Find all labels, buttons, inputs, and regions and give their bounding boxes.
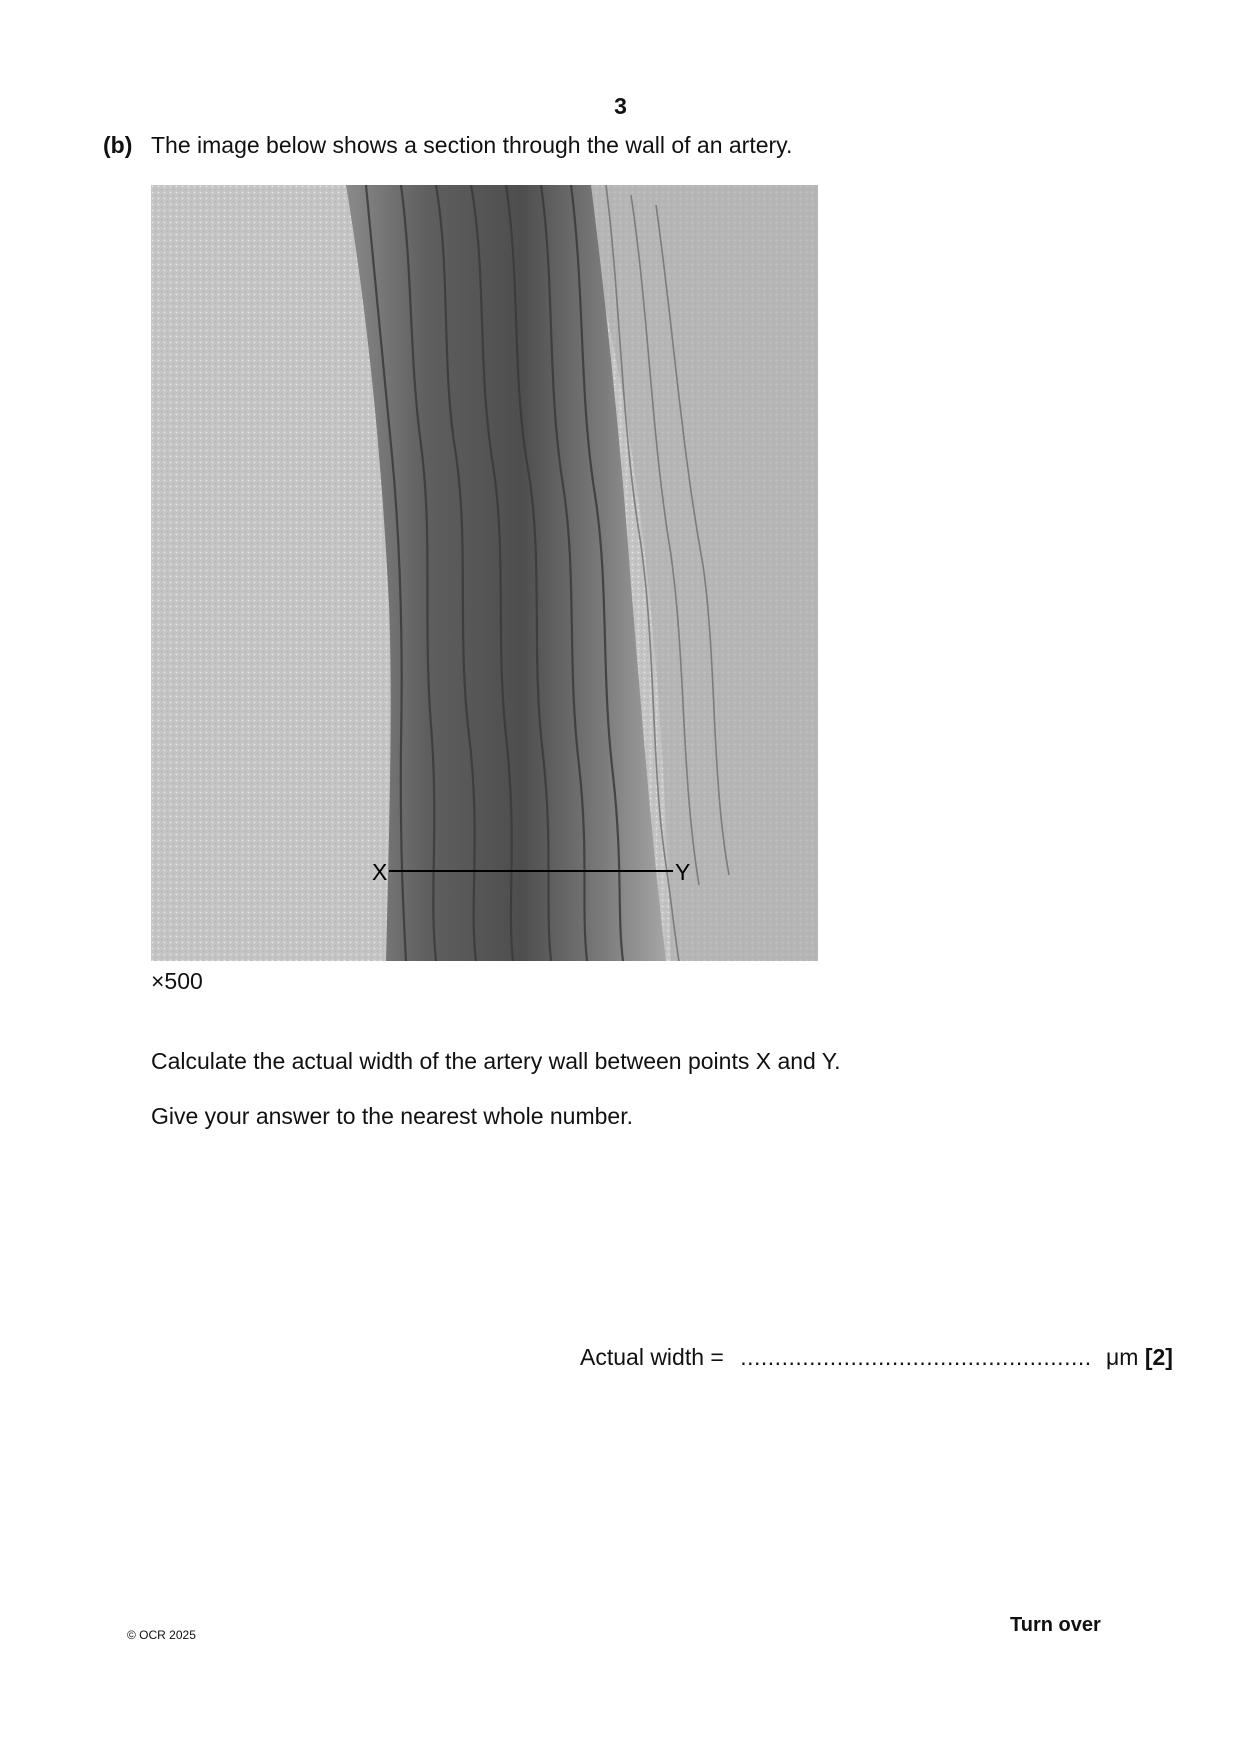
answer-unit: μm — [1106, 1344, 1139, 1370]
instruction-text: Give your answer to the nearest whole number. — [151, 1103, 633, 1129]
page-number: 3 — [614, 93, 627, 119]
marks-indicator: [2] — [1144, 1344, 1173, 1370]
marker-x: X — [372, 859, 388, 885]
question-intro-text: The image below shows a section through the wall of an artery. — [151, 132, 793, 158]
answer-field[interactable]: ................................................... — [740, 1344, 1092, 1370]
answer-label: Actual width = — [580, 1344, 724, 1370]
question-text: Calculate the actual width of the artery wall between points X and Y. — [151, 1048, 841, 1074]
turn-over-label: Turn over — [1010, 1614, 1101, 1636]
marker-y: Y — [675, 859, 691, 885]
magnification-label: ×500 — [151, 968, 203, 994]
answer-line — [580, 1344, 1173, 1371]
question-part-label: (b) — [103, 132, 133, 158]
artery-wall-micrograph — [151, 185, 818, 961]
copyright-notice: © OCR 2025 — [127, 1628, 196, 1642]
